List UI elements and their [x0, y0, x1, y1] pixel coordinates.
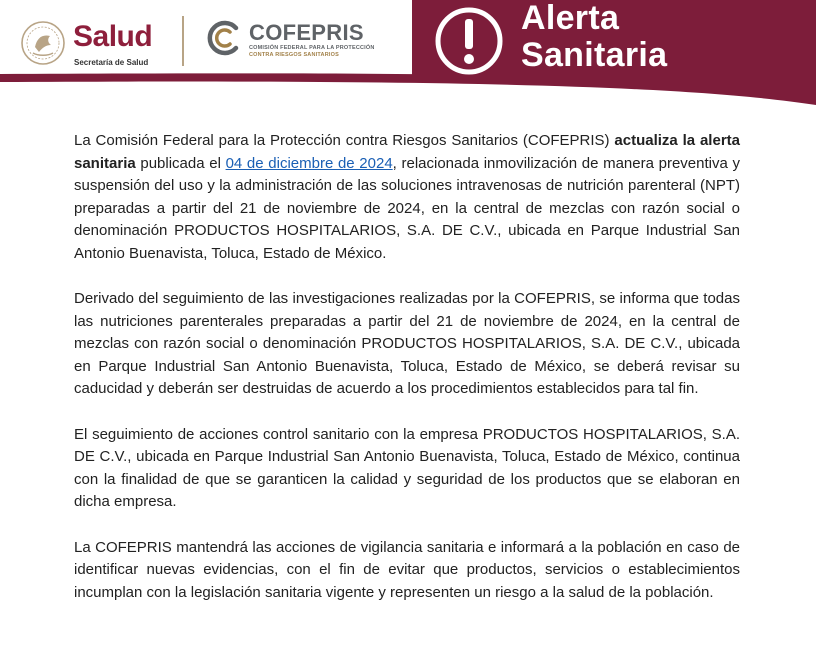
paragraph-2: Derivado del seguimiento de las investigaciones realizadas por la COFEPRIS, se informa que todas las nutriciones parenterales preparadas a partir del 21 de noviembre de 2024, en la central de mezclas con razón social o denominación PRODUCTOS HOSPITALARIOS, S.A. DE C.V., ubicada en Parque Industrial San Antonio Buenavista, Toluca, Estado de México, se deberá revisar su caducidad y deberán ser destruidas de acuerdo a los procedimientos establecidos para tal fin.: [74, 290, 740, 397]
mexican-seal-icon: [20, 20, 66, 66]
p1-intro: La Comisión Federal para la Protección contra Riesgos Sanitarios (COFEPRIS): [74, 132, 615, 149]
cofepris-subtitle-line2: CONTRA RIESGOS SANITARIOS: [249, 52, 339, 58]
salud-logo: [20, 16, 175, 74]
alert-title-line1: Alerta: [521, 0, 620, 37]
paragraph-3: El seguimiento de acciones control sanitario con la empresa PRODUCTOS HOSPITALARIOS, S.A. DE C.V., ubicada en Parque Industrial San Antonio Buenavista, Toluca, Estado de México, continua con la finalidad de que se garanticen la calidad y seguridad de los productos que se elaboran en dicha empresa.: [74, 425, 740, 510]
p1-bold: actualiza la alerta sanitaria: [74, 132, 740, 172]
p1-middle: publicada el: [135, 154, 226, 172]
alert-title-line2: Sanitaria: [521, 36, 668, 74]
logo-divider: [182, 16, 184, 66]
salud-subtitle: Secretaría de Salud: [74, 58, 149, 67]
date-link[interactable]: 04 de diciembre de 2024: [225, 154, 393, 172]
p1-rest: , relacionada inmovilización de manera preventiva y suspensión del uso y la administración de las soluciones intravenosas de nutrición parenteral (NPT) preparadas a partir del 21 de noviembre de 2024, en la central de mezclas con razón social o denominación PRODUCTOS HOSPITALARIOS, S.A. DE C.V., ubicada en Parque Industrial San Antonio Buenavista, Toluca, Estado de México.: [74, 154, 740, 262]
exclamation-icon: [434, 6, 504, 76]
salud-title: Salud: [73, 20, 153, 53]
cofepris-logo-icon: [206, 20, 242, 56]
alert-body: [74, 130, 740, 627]
header-banner: [0, 0, 816, 105]
paragraph-1: [74, 130, 740, 265]
cofepris-title: COFEPRIS: [249, 20, 364, 45]
cofepris-subtitle-line1: COMISIÓN FEDERAL PARA LA PROTECCIÓN: [249, 45, 375, 51]
paragraph-4: La COFEPRIS mantendrá las acciones de vigilancia sanitaria e informará a la población en caso de identificar nuevas evidencias, con el fin de evitar que productos, servicios o establecimientos incumplan con la legislación sanitaria vigente y representen un riesgo a la salud de la población.: [74, 538, 740, 601]
alert-title: [521, 0, 667, 74]
